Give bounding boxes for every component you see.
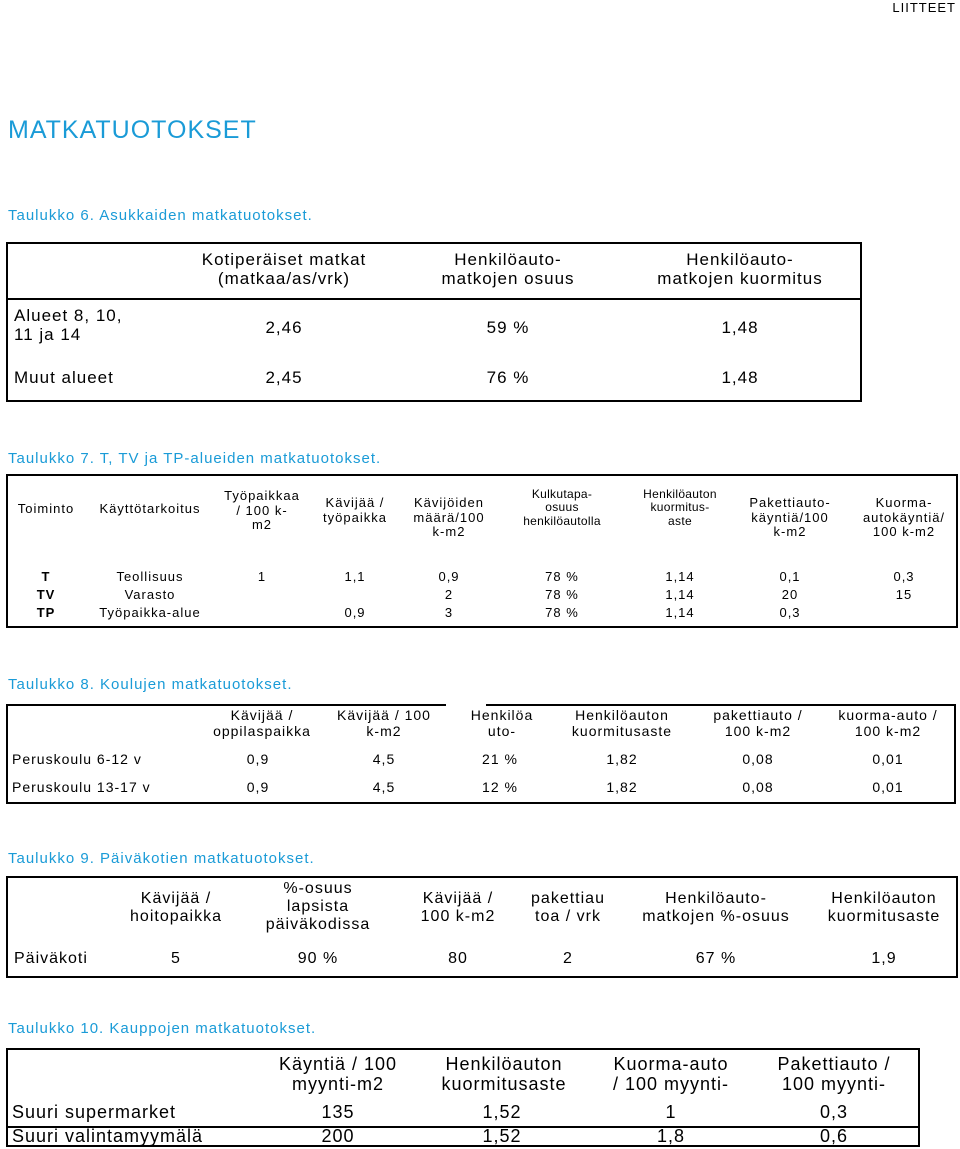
- table10-caption: Taulukko 10. Kauppojen matkatuotokset.: [8, 1020, 317, 1037]
- table8: [6, 704, 956, 804]
- table9-row-label: Päiväkoti: [14, 950, 88, 967]
- table10-cell: 1,52: [482, 1102, 522, 1122]
- table8-cell: 4,5: [372, 779, 396, 795]
- table10-cell: 135: [321, 1102, 355, 1122]
- table7-header: Henkilöauton kuormitus- aste: [643, 487, 717, 528]
- table7-cell: 1,1: [344, 569, 366, 584]
- table8-cell: 21 %: [482, 751, 518, 767]
- table9-cell: 2: [563, 950, 573, 967]
- table9-cell: 90 %: [297, 950, 339, 967]
- table9-cell: 5: [171, 950, 181, 967]
- table7-code: TV: [36, 587, 56, 602]
- table7-cell: 0,3: [779, 605, 801, 620]
- table8-cell: 4,5: [372, 751, 396, 767]
- table7-cell: 0,9: [344, 605, 366, 620]
- table6-cell: 76 %: [486, 368, 530, 387]
- table9-top-border: [6, 876, 956, 878]
- table8-cell: 0,9: [246, 751, 270, 767]
- table6-cell: 2,46: [265, 318, 303, 337]
- table10: [6, 1048, 920, 1147]
- table7-header: Kuorma- autokäyntiä/ 100 k-m2: [862, 495, 946, 540]
- table7-header: Kävijää / työpaikka: [323, 495, 387, 525]
- table8-cell: 0,9: [246, 779, 270, 795]
- table10-row-label: Suuri valintamyymälä: [12, 1126, 204, 1146]
- table10-top-border: [6, 1048, 918, 1050]
- table8-cell: 0,01: [872, 779, 904, 795]
- table8-cell: 1,82: [606, 779, 638, 795]
- table7: [6, 474, 958, 628]
- table7-code: T: [41, 569, 51, 584]
- table7-cell: Teollisuus: [116, 569, 184, 584]
- table6: [6, 242, 862, 402]
- table7-cell: 0,9: [438, 569, 460, 584]
- table9-cell: 67 %: [695, 950, 737, 967]
- table7-header: Pakettiauto- käyntiä/100 k-m2: [749, 495, 831, 540]
- table6-cell: 1,48: [721, 318, 759, 337]
- table7-cell: 2: [444, 587, 454, 602]
- table8-header: kuorma-auto / 100 k-m2: [838, 707, 938, 739]
- table8-row-label: Peruskoulu 6-12 v: [12, 751, 142, 767]
- table9-header: Kävijää / 100 k-m2: [420, 890, 496, 925]
- table8-cell: 0,08: [742, 779, 774, 795]
- table7-cell: 3: [444, 605, 454, 620]
- table7-cell: 0,1: [779, 569, 801, 584]
- table7-cell: 20: [781, 587, 799, 602]
- table10-cell: 0,6: [819, 1126, 849, 1146]
- table8-top-border-left: [6, 704, 446, 706]
- table8-header: Henkilöauton kuormitusaste: [571, 707, 673, 739]
- table10-row-label: Suuri supermarket: [12, 1102, 177, 1122]
- table7-header: Toiminto: [17, 501, 75, 516]
- page-title: MATKATUOTOKSET: [8, 116, 257, 144]
- table7-cell: 78 %: [545, 605, 579, 620]
- table8-top-border-right: [486, 704, 956, 706]
- table10-cell: 1,52: [482, 1126, 522, 1146]
- table9-cell: 1,9: [871, 950, 897, 967]
- table9-header: Kävijää / hoitopaikka: [130, 890, 222, 925]
- table7-cell: 1,14: [665, 569, 695, 584]
- table9-cell: 80: [448, 950, 468, 967]
- table7-cell: 0,3: [893, 569, 915, 584]
- table8-caption: Taulukko 8. Koulujen matkatuotokset.: [8, 676, 293, 693]
- table7-header: Kävijöiden määrä/100 k-m2: [413, 495, 485, 540]
- table10-cell: 200: [321, 1126, 355, 1146]
- table10-cell: 1,8: [656, 1126, 686, 1146]
- table6-row-label: Alueet 8, 10, 11 ja 14: [14, 306, 123, 345]
- table10-header: Pakettiauto / 100 myynti-: [777, 1054, 891, 1095]
- table7-cell: 15: [895, 587, 913, 602]
- table10-header: Käyntiä / 100 myynti-m2: [278, 1054, 398, 1095]
- table9-header: pakettiau toa / vrk: [531, 890, 605, 925]
- table10-header: Henkilöauton kuormitusaste: [441, 1054, 567, 1095]
- table6-cell: 1,48: [721, 368, 759, 387]
- table7-header: Työpaikkaa / 100 k- m2: [224, 488, 300, 533]
- table10-cell: 0,3: [819, 1102, 849, 1122]
- table9: [6, 876, 958, 978]
- table8-header: pakettiauto / 100 k-m2: [713, 707, 803, 739]
- table7-cell: 78 %: [545, 587, 579, 602]
- table8-header: Henkilöa uto-: [470, 707, 534, 739]
- table6-row-label: Muut alueet: [14, 368, 114, 387]
- table10-header: Kuorma-auto / 100 myynti-: [612, 1054, 730, 1095]
- table9-header: Henkilöauton kuormitusaste: [827, 890, 941, 925]
- table7-header: Kulkutapa- osuus henkilöautolla: [523, 487, 601, 528]
- table6-cell: 59 %: [486, 318, 530, 337]
- table8-header: Kävijää / oppilaspaikka: [213, 707, 311, 739]
- table8-row-label: Peruskoulu 13-17 v: [12, 779, 151, 795]
- appendix-label: LIITTEET: [892, 0, 956, 15]
- table8-header: Kävijää / 100 k-m2: [337, 707, 431, 739]
- table7-code: TP: [36, 605, 56, 620]
- table8-cell: 0,01: [872, 751, 904, 767]
- table6-header-divider: [8, 298, 860, 300]
- table6-header-car-occupancy: Henkilöauto- matkojen kuormitus: [657, 250, 823, 289]
- table10-cell: 1: [665, 1102, 677, 1122]
- table7-cell: 1,14: [665, 605, 695, 620]
- table7-header: Käyttötarkoitus: [99, 501, 201, 516]
- table9-header: %-osuus lapsista päiväkodissa: [265, 880, 371, 933]
- table9-caption: Taulukko 9. Päiväkotien matkatuotokset.: [8, 850, 315, 867]
- table8-cell: 12 %: [482, 779, 518, 795]
- table7-cell: Varasto: [124, 587, 176, 602]
- table7-caption: Taulukko 7. T, TV ja TP-alueiden matkatuotokset.: [8, 450, 382, 467]
- table9-header: Henkilöauto- matkojen %-osuus: [642, 890, 790, 925]
- table7-cell: Työpaikka-alue: [99, 605, 201, 620]
- table7-cell: 1,14: [665, 587, 695, 602]
- table6-header-trip-generation: Kotiperäiset matkat (matkaa/as/vrk): [201, 250, 367, 289]
- table6-header-car-share: Henkilöauto- matkojen osuus: [441, 250, 575, 289]
- table7-cell: 78 %: [545, 569, 579, 584]
- table6-cell: 2,45: [265, 368, 303, 387]
- table6-caption: Taulukko 6. Asukkaiden matkatuotokset.: [8, 207, 313, 224]
- table7-cell: 1: [257, 569, 267, 584]
- table8-cell: 1,82: [606, 751, 638, 767]
- table8-cell: 0,08: [742, 751, 774, 767]
